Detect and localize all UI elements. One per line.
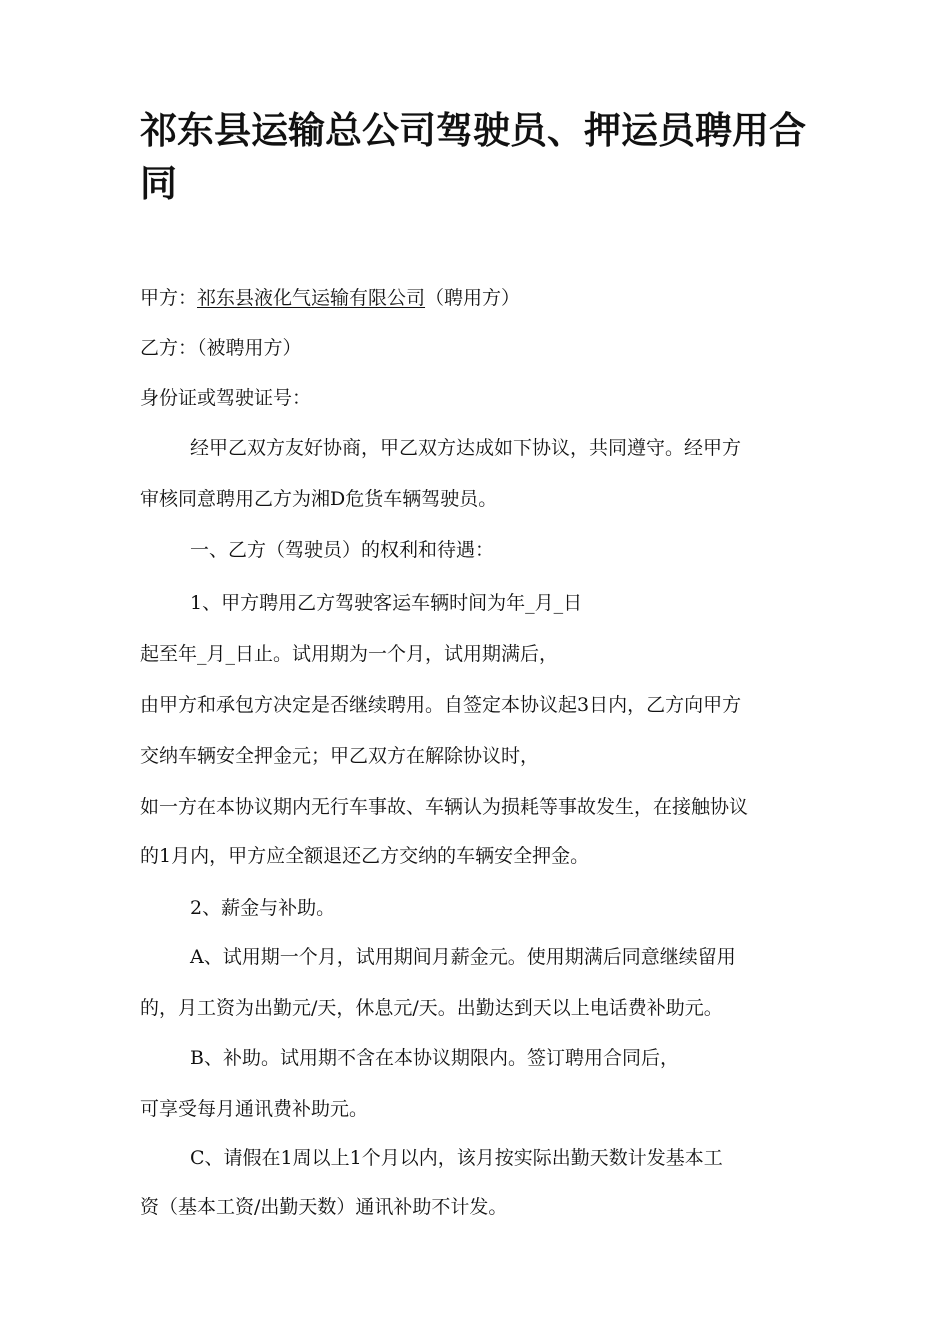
paragraph: 经甲乙双方友好协商，甲乙双方达成如下协议，共同遵守。经甲方 — [190, 437, 742, 459]
section-heading: 一、乙方（驾驶员）的权利和待遇： — [190, 539, 495, 561]
paragraph: 交纳车辆安全押金元；甲乙双方在解除协议时， — [140, 745, 540, 767]
paragraph: A、试用期一个月，试用期间月薪金元。使用期满后同意继续留用 — [190, 946, 736, 968]
party-a-company: 祁东县液化气运输有限公司 — [197, 287, 426, 309]
party-a-label: 甲方： — [140, 287, 198, 309]
paragraph: 审核同意聘用乙方为湘D危货车辆驾驶员。 — [140, 488, 498, 510]
paragraph: 由甲方和承包方决定是否继续聘用。自签定本协议起3日内，乙方向甲方 — [140, 694, 742, 716]
id-number-line: 身份证或驾驶证号： — [140, 387, 312, 409]
paragraph: 的1月内，甲方应全额退还乙方交纳的车辆安全押金。 — [140, 845, 590, 867]
party-b-line: 乙方：（被聘用方） — [140, 337, 302, 359]
paragraph: 起至年_月_日止。试用期为一个月，试用期满后， — [140, 643, 559, 665]
party-a-line — [140, 285, 840, 311]
paragraph: 资（基本工资/出勤天数）通讯补助不计发。 — [140, 1196, 508, 1218]
paragraph: 可享受每月通讯费补助元。 — [140, 1098, 369, 1120]
document-title: 祁东县运输总公司驾驶员、押运员聘用合同 — [140, 109, 806, 205]
paragraph: B、补助。试用期不含在本协议期限内。签订聘用合同后， — [190, 1047, 679, 1069]
paragraph: 1、甲方聘用乙方驾驶客运车辆时间为年_月_日 — [190, 592, 583, 614]
subsection-heading: 2、薪金与补助。 — [190, 897, 336, 919]
party-a-role: （聘用方） — [425, 287, 521, 309]
paragraph: 的，月工资为出勤元/天，休息元/天。出勤达到天以上电话费补助元。 — [140, 997, 723, 1019]
paragraph: C、请假在1周以上1个月以内，该月按实际出勤天数计发基本工 — [190, 1147, 723, 1169]
paragraph: 如一方在本协议期内无行车事故、车辆认为损耗等事故发生，在接触协议 — [140, 796, 749, 818]
